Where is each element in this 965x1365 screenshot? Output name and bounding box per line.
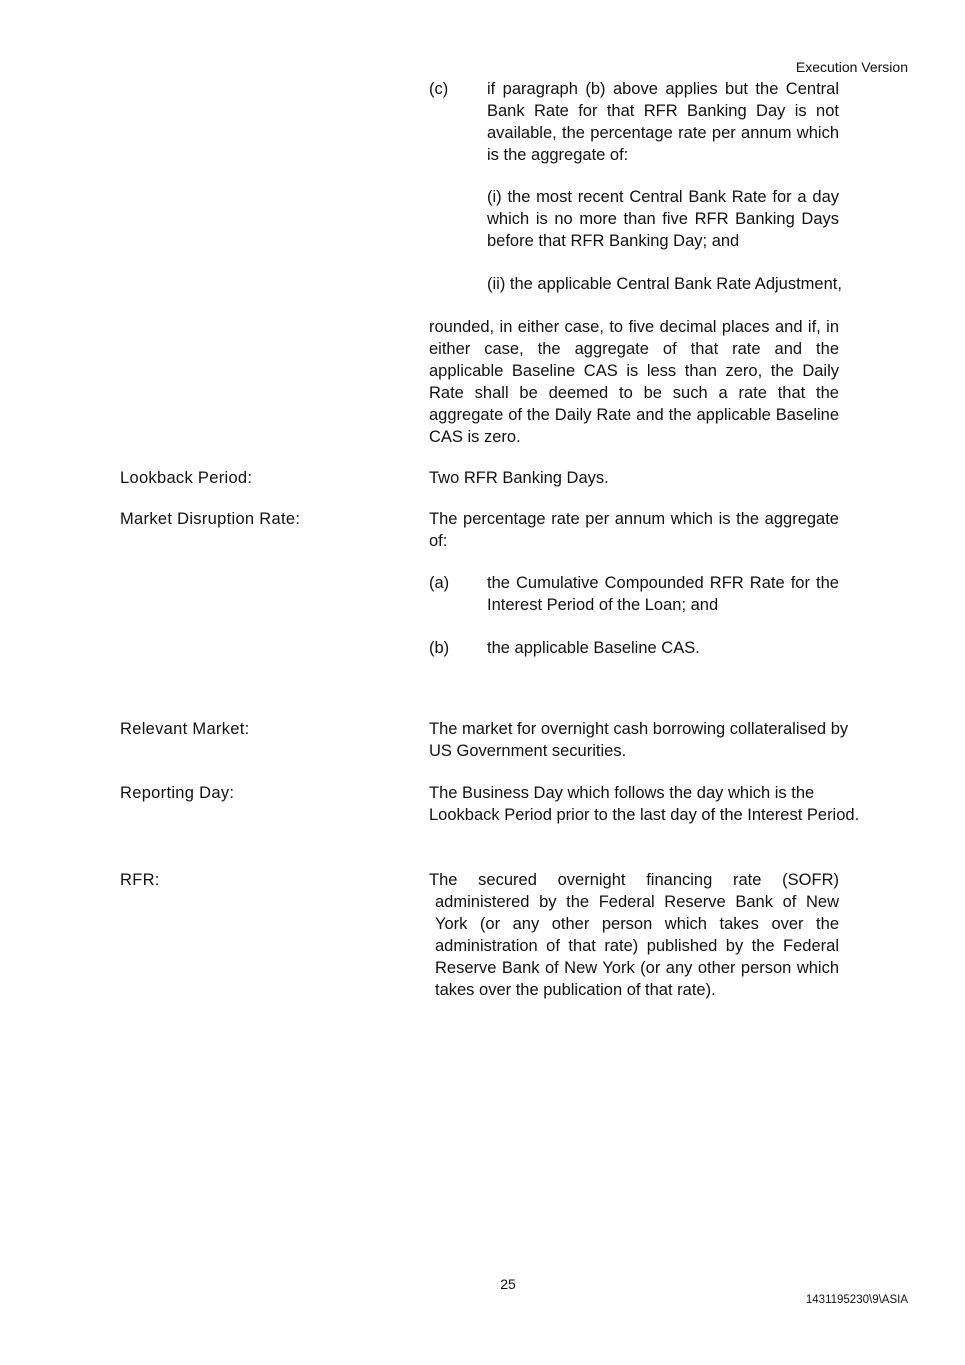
item-a-marker: (a) (429, 574, 450, 592)
term-lookback-period: Lookback Period: (120, 469, 253, 487)
term-rfr: RFR: (120, 871, 160, 889)
sub-item-i: (i) the most recent Central Bank Rate for a day which is no more than five RFR Banking Days before that RFR Banking Day; and (487, 188, 839, 250)
item-b-marker: (b) (429, 639, 450, 657)
item-c-text: if paragraph (b) above applies but the Central Bank Rate for that RFR Banking Day is not available, the percentage rate per annum which is the aggregate of: (487, 80, 839, 164)
term-market-disruption-rate: Market Disruption Rate: (120, 510, 301, 528)
definition-market-disruption-rate: The percentage rate per annum which is the aggregate of: (429, 510, 839, 550)
term-reporting-day: Reporting Day: (120, 784, 235, 802)
rounding-paragraph: rounded, in either case, to five decimal places and if, in either case, the aggregate of that rate and the applicable Baseline CAS is less than zero, the Daily Rate shall be deemed to be such a rate that the aggregate of the Daily Rate and the applicable Baseline CAS is zero. (429, 318, 839, 446)
execution-version-label: Execution Version (795, 59, 908, 75)
definition-rfr (429, 869, 839, 1001)
term-relevant-market: Relevant Market: (120, 720, 250, 738)
definition-lookback-period: Two RFR Banking Days. (429, 469, 609, 487)
page-number: 25 (500, 1276, 516, 1292)
sub-item-ii: (ii) the applicable Central Bank Rate Adjustment, (487, 275, 842, 293)
definition-rfr-text: The secured overnight financing rate (SOFR) administered by the Federal Reserve Bank of New York (or any other person which takes over the administration of that rate) published by the Federal Reserve Bank of New York (or any other person which takes over the publication of that rate). (429, 871, 839, 999)
definition-reporting-day: The Business Day which follows the day which is the Lookback Period prior to the last day of the Interest Period. (429, 784, 860, 824)
definition-relevant-market: The market for overnight cash borrowing collateralised by US Government securities. (429, 720, 849, 760)
item-c-marker: (c) (429, 80, 449, 98)
item-a-text: the Cumulative Compounded RFR Rate for the Interest Period of the Loan; and (487, 574, 839, 614)
item-b-text: the applicable Baseline CAS. (487, 639, 700, 657)
document-reference: 1431195230\9\ASIA (805, 1294, 908, 1306)
